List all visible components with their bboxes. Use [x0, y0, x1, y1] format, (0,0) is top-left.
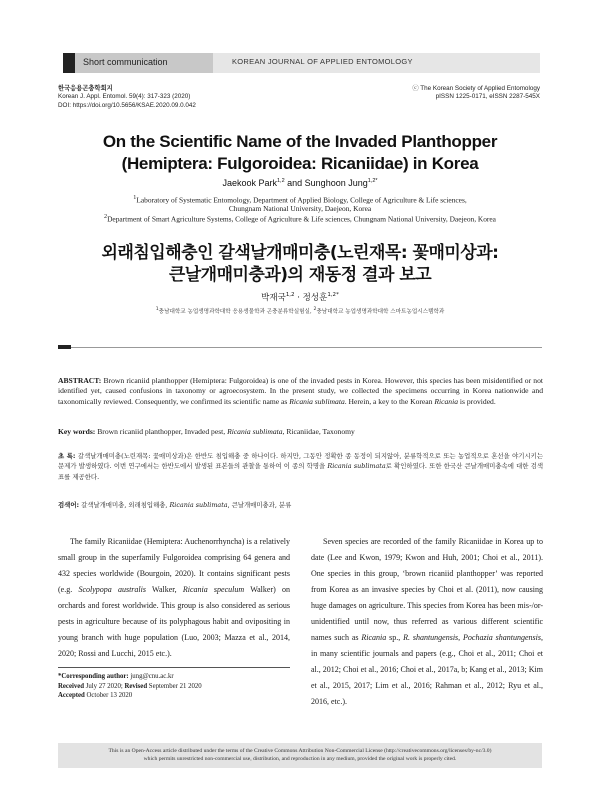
- section-tab: [63, 53, 213, 73]
- affil-ko-2: 충남대학교 농업생명과학대학 스마트농업시스템학과: [316, 309, 445, 315]
- body-right-text-1: Seven species are recorded of the family Ricaniidae in Korea up to date (Lee and Kwon, 1979; Kwon and Huh, 2001; Choi et al., 2011). One species in this group, ‘brown ricaniid planthopper’ was reported from Korea as an invasive species by Choi et al. (2011), now causing huge damages on agriculture. This species from Korea has been mis-/or-unidentified until now, thus referred as various different scientific names such as: [311, 537, 543, 642]
- divider-line: [71, 347, 542, 348]
- affil-1-line2: Chungnam National University, Daejeon, Korea: [228, 204, 372, 214]
- abstract-ko-label: 초 록:: [58, 452, 76, 460]
- authors-ko: [40, 291, 560, 303]
- body-right-text-2: sp.,: [386, 633, 404, 642]
- affil-2-num: 2: [104, 214, 108, 221]
- issn-block: [412, 85, 540, 102]
- abstract-species: Ricania sublimata: [289, 396, 345, 406]
- abstract-label: ABSTRACT:: [58, 376, 102, 385]
- body-right-species-2: Pochazia shantungensis: [463, 633, 541, 642]
- keywords-species: Ricania sublimata: [227, 427, 283, 436]
- abstract-ko-text-1: 갈색날개매미충(노린재목: 꽃매미상과)은 한반도 침입해충 중 하나이다. 하지만, 그동안 정확한 종 동정이 되지않아, 분류학적으로 또는 농업적으로 혼선을 야기시키는 문제가 발생하였다. 이번 연구에서는 한반도에서 발생된 표본들의 관찰을 통하여 이 종의 학명을: [58, 452, 543, 471]
- body-left-species-1: Scolypopa australis: [78, 585, 146, 594]
- affil-ko-2-num: 2: [313, 307, 317, 313]
- divider-marker: [58, 345, 71, 349]
- abstract-ko: [58, 451, 543, 482]
- affil-ko-1-num: 1: [155, 307, 159, 313]
- section-marker: [63, 53, 75, 73]
- accepted-date: October 13 2020: [84, 692, 133, 700]
- abstract-en: [58, 376, 543, 407]
- abstract-text-3: is provided.: [458, 396, 496, 406]
- citation-block: [58, 85, 196, 110]
- body-right-species-1: R. shantungensis: [403, 633, 459, 642]
- society-copyright: ⓒ The Korean Society of Applied Entomology: [412, 85, 540, 92]
- affil-ko-1: 충남대학교 농업생명과학대학 응용생물학과 곤충분류학실험실,: [158, 309, 314, 315]
- author-2-ko: 정성훈: [302, 293, 328, 303]
- author-1-ko: 박재국: [261, 293, 286, 303]
- abstract-ko-text-2: 로 확인하였다. 또한 한국산 큰날개매미충속에 대한 검색표를 제공한다.: [58, 462, 543, 481]
- affiliations-ko: [40, 307, 560, 315]
- journal-name-ko: 한국응용곤충학회지: [58, 85, 113, 92]
- issn: pISSN 1225-0171, eISSN 2287-545X: [435, 93, 540, 101]
- author-conjunction: and: [284, 178, 305, 188]
- keywords-label: Key words:: [58, 427, 96, 436]
- body-right-text-4: , in many scientific journals and papers (e.g., Choi et al., 2011; Choi et al., 2012; Choi et al., 2016; Choi et al., 2017a, b; Kang et al., 2013; Kim et al., 2015, 2017; Lim et al., 2016; Rahman et al., 2012; Ryu et al., 2016, etc.).: [311, 633, 543, 706]
- received-date: July 27 2020;: [84, 682, 125, 690]
- open-access-line1: This is an Open-Access article distributed under the terms of the Creative Commons Attribution Non-Commercial License (http://creativecommons.org/licenses/by-nc/3.0): [108, 748, 492, 754]
- open-access-line2: which permits unrestricted non-commercial use, distribution, and reproduction in any medium, provided the original work is properly cited.: [143, 756, 457, 762]
- body-right-text-3: ,: [458, 633, 464, 642]
- corresponding-mark-ko: *: [336, 292, 339, 299]
- affiliations-en: [40, 194, 560, 224]
- doi-link[interactable]: DOI: https://doi.org/10.5656/KSAE.2020.09.0.042: [58, 101, 196, 109]
- author-1-affil: 1,2: [276, 178, 285, 184]
- abstract-text-1: Brown ricaniid planthopper (Hemiptera: Fulgoroidea) is one of the invaded pests in Korea. However, this species has been misidentified or not identified yet, caused confusions in taxonomy or agroecosystem. In the present study, we collected the specimens occurring in Korea nationwide and taxonomically reviewed. Consequently, we confirmed its scientific name as: [58, 376, 543, 406]
- body-left-text-2: Walker,: [145, 585, 183, 594]
- title-en-line2: (Hemiptera: Fulgoroidea: Ricaniidae) in Korea: [121, 154, 479, 173]
- author-1: Jaekook Park: [222, 178, 277, 188]
- keywords-ko-species: Ricania sublimata: [169, 501, 228, 509]
- title-ko-line2: 큰날개매미충과)의 재동정 결과 보고: [168, 265, 432, 285]
- accepted-label: Accepted: [58, 692, 85, 700]
- title-ko-line1: 외래침입해충인 갈색날개매미충(노린재목: 꽃매미상과:: [101, 243, 499, 263]
- keywords-ko-label: 검색어:: [58, 501, 80, 509]
- footnote: [58, 672, 290, 701]
- author-separator: ·: [294, 293, 303, 303]
- paper-title-ko: [40, 242, 560, 286]
- abstract-genus: Ricania: [434, 396, 458, 406]
- affil-1-num: 1: [133, 195, 137, 201]
- authors-en: [40, 178, 560, 188]
- keywords-text-1: Brown ricaniid planthopper, Invaded pest,: [95, 427, 228, 436]
- abstract-text-2: . Herein, a key to the Korean: [344, 396, 435, 406]
- body-right-genus: Ricania: [361, 633, 387, 642]
- corresponding-mark: *: [375, 178, 378, 184]
- author-2-affil: 1,2: [367, 178, 376, 184]
- keywords-text-2: , Ricaniidae, Taxonomy: [282, 427, 355, 436]
- corresponding-label: *Corresponding author:: [58, 673, 129, 680]
- keywords-en: [58, 427, 543, 437]
- body-left-species-2: Ricania speculum: [182, 585, 245, 594]
- author-2-ko-affil: 1,2: [327, 292, 337, 299]
- body-left-text-1: The family Ricaniidae (Hemiptera: Auchenorrhyncha) is a relatively small group in the superfamily Fulgoroidea comprising 64 genera and 432 species worldwide (Bourgoin, 2020). It contains significant pests (e.g.: [58, 537, 290, 594]
- keywords-ko-text-1: 갈색날개매미충, 외래침입해충,: [79, 501, 170, 509]
- author-1-ko-affil: 1,2: [285, 292, 295, 299]
- citation: Korean J. Appl. Entomol. 59(4): 317-323 (2020): [58, 93, 191, 101]
- footnote-rule: [58, 667, 290, 668]
- body-column-right: [311, 534, 543, 710]
- revised-label: Revised: [124, 682, 148, 690]
- corresponding-email[interactable]: jung@cnu.ac.kr: [128, 673, 174, 680]
- abstract-ko-species: Ricania sublimata: [327, 462, 386, 471]
- author-2: Sunghoon Jung: [304, 178, 368, 188]
- revised-date: September 21 2020: [147, 682, 202, 690]
- keywords-ko-text-2: , 큰날개매미충과, 분류: [227, 501, 292, 509]
- keywords-ko: [58, 500, 543, 510]
- body-column-left: [58, 534, 290, 662]
- open-access-notice: [58, 743, 542, 768]
- affil-2-line1: Department of Smart Agriculture Systems, College of Agriculture & Life sciences, Chungnam National University, Daejeon, Korea: [107, 214, 496, 224]
- paper-title-en: [40, 131, 560, 175]
- title-en-line1: On the Scientific Name of the Invaded Planthopper: [102, 132, 498, 151]
- section-label: Short communication: [83, 57, 168, 67]
- body-left-text-3: Walker) on orchards and forest worldwide. This group is also considered as serious pests in agriculture because of its polyphagous habit and ovipositing in young branch with huge population (Luo, 2003; Mazza et al., 2014, 2020; Rossi and Lucchi, 2015 etc.).: [58, 585, 290, 658]
- affil-1-line1: Laboratory of Systematic Entomology, Department of Applied Biology, College of Agriculture & Life sciences,: [136, 195, 467, 205]
- received-label: Received: [58, 682, 85, 690]
- journal-running-title: KOREAN JOURNAL OF APPLIED ENTOMOLOGY: [232, 57, 413, 66]
